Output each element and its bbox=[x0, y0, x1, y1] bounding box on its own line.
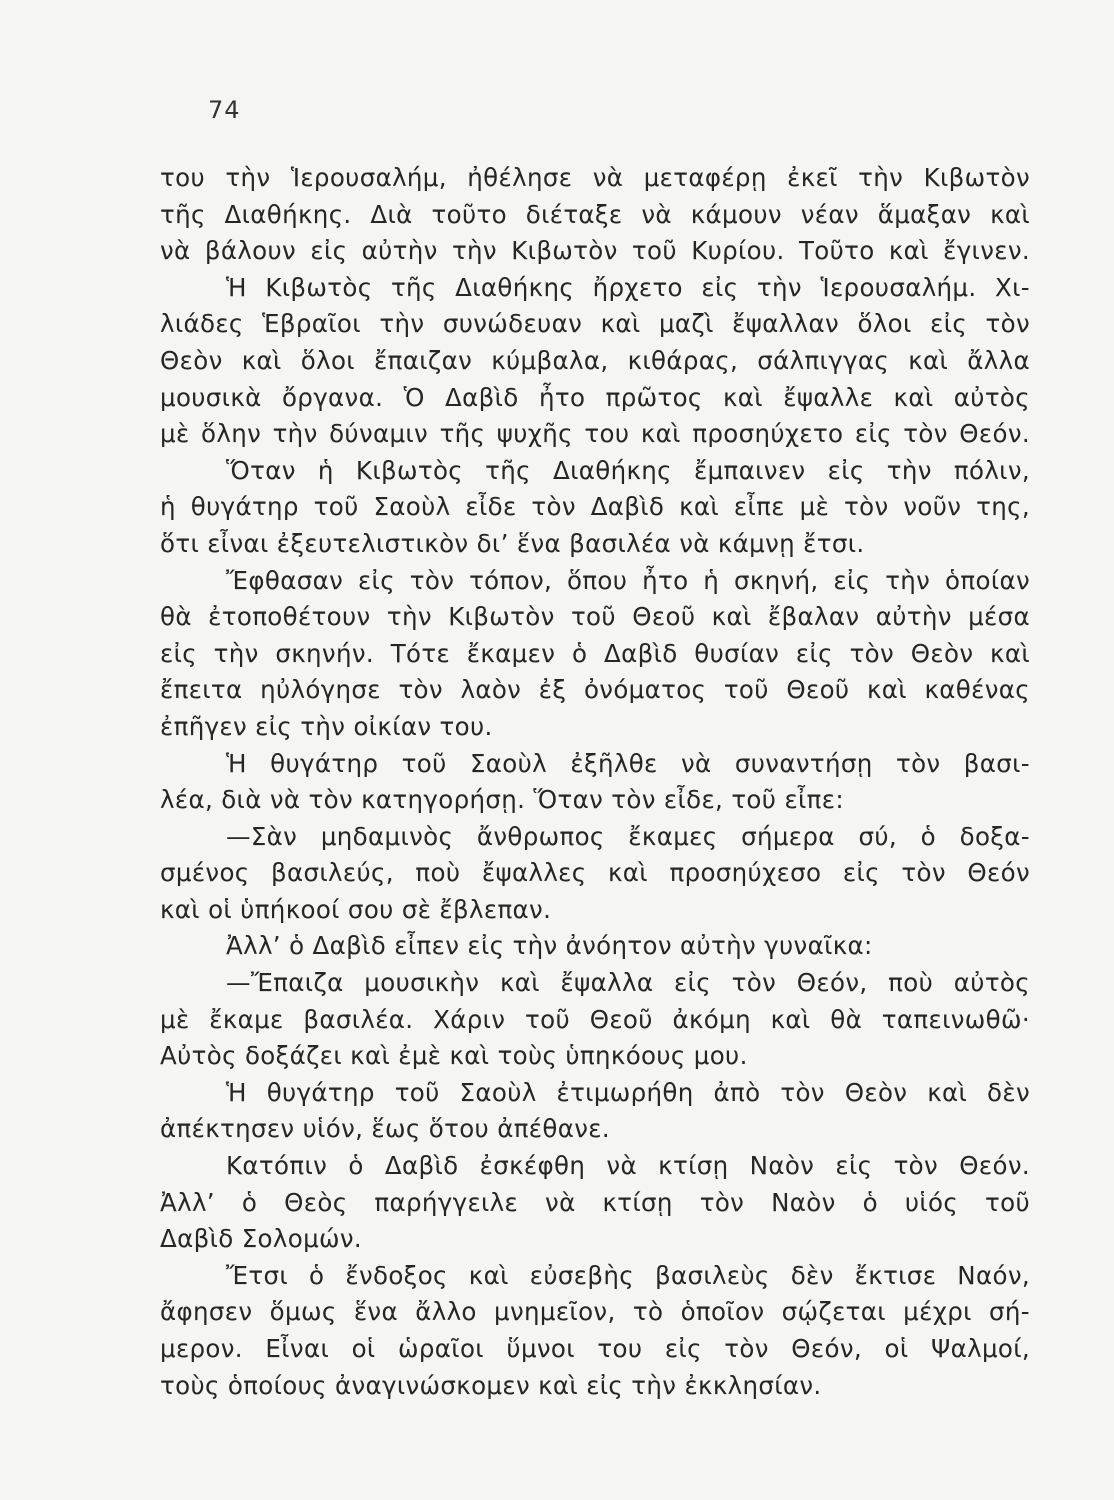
text-line: Θεὸν καὶ ὅλοι ἔπαιζαν κύμβαλα, κιθάρας, σάλπιγγας καὶ ἄλλα bbox=[160, 345, 1030, 375]
text-line: τοὺς ὁποίους ἀναγινώσκομεν καὶ εἰς τὴν ἐκκλησίαν. bbox=[160, 1370, 822, 1400]
text-line: Ὅταν ἡ Κιβωτὸς τῆς Διαθήκης ἔμπαινεν εἰς τὴν πόλιν, bbox=[226, 455, 1030, 485]
text-line: Ἡ θυγάτηρ τοῦ Σαοὺλ ἐτιμωρήθη ἀπὸ τὸν Θεὸν καὶ δὲν bbox=[226, 1077, 1030, 1107]
text-line: εἰς τὴν σκηνήν. Τότε ἔκαμεν ὁ Δαβὶδ θυσίαν εἰς τὸν Θεὸν καὶ bbox=[160, 638, 1030, 668]
text-line: Ἀλλ’ ὁ Θεὸς παρήγγειλε νὰ κτίσῃ τὸν Ναὸν ὁ υἱός τοῦ bbox=[160, 1187, 1030, 1217]
text-line: τῆς Διαθήκης. Διὰ τοῦτο διέταξε νὰ κάμουν νέαν ἅμαξαν καὶ bbox=[160, 199, 1030, 229]
text-line: λέα, διὰ νὰ τὸν κατηγορήσῃ. Ὅταν τὸν εἶδε, τοῦ εἶπε: bbox=[160, 785, 844, 815]
text-line: σμένος βασιλεύς, ποὺ ἔψαλλες καὶ προσηύχεσο εἰς τὸν Θεόν bbox=[160, 858, 1030, 888]
text-line: ἀπέκτησεν υἱόν, ἕως ὅτου ἀπέθανε. bbox=[160, 1114, 610, 1144]
text-line: ἔπειτα ηὐλόγησε τὸν λαὸν ἐξ ὀνόματος τοῦ Θεοῦ καὶ καθένας bbox=[160, 675, 1030, 705]
text-line: νὰ βάλουν εἰς αὐτὴν τὴν Κιβωτὸν τοῦ Κυρίου. Τοῦτο καὶ ἔγινεν. bbox=[160, 236, 1030, 266]
text-line: λιάδες Ἑβραῖοι τὴν συνώδευαν καὶ μαζὶ ἔψαλλαν ὅλοι εἰς τὸν bbox=[160, 309, 1030, 339]
text-line: ἡ θυγάτηρ τοῦ Σαοὺλ εἶδε τὸν Δαβὶδ καὶ εἶπε μὲ τὸν νοῦν της, bbox=[160, 492, 1030, 522]
text-line: Δαβὶδ Σολομών. bbox=[160, 1224, 363, 1254]
text-line: Κατόπιν ὁ Δαβὶδ ἐσκέφθη νὰ κτίσῃ Ναὸν εἰς τὸν Θεόν. bbox=[226, 1151, 1030, 1181]
text-line: μερον. Εἶναι οἱ ὡραῖοι ὕμνοι του εἰς τὸν Θεόν, οἱ Ψαλμοί, bbox=[160, 1334, 1030, 1363]
text-line: ἐπῆγεν εἰς τὴν οἰκίαν του. bbox=[160, 711, 493, 741]
text-line: Ἔφθασαν εἰς τὸν τόπον, ὅπου ἦτο ἡ σκηνή, εἰς τὴν ὁποίαν bbox=[226, 565, 1030, 595]
text-line: Αὐτὸς δοξάζει καὶ ἐμὲ καὶ τοὺς ὑπηκόους μου. bbox=[160, 1041, 748, 1071]
text-line: Ἡ θυγάτηρ τοῦ Σαοὺλ ἐξῆλθε νὰ συναντήσῃ τὸν βασι- bbox=[226, 748, 1030, 778]
text-line: —Ἔπαιζα μουσικὴν καὶ ἔψαλλα εἰς τὸν Θεόν, ποὺ αὐτὸς bbox=[226, 968, 1030, 998]
text-line: Ἡ Κιβωτὸς τῆς Διαθήκης ἤρχετο εἰς τὴν Ἱερουσαλήμ. Χι- bbox=[226, 272, 1030, 302]
text-line: μὲ ἔκαμε βασιλέα. Χάριν τοῦ Θεοῦ ἀκόμη καὶ θὰ ταπεινωθῶ· bbox=[160, 1004, 1030, 1034]
text-line: του τὴν Ἱερουσαλήμ, ἠθέλησε νὰ μεταφέρῃ ἐκεῖ τὴν Κιβωτὸν bbox=[160, 163, 1030, 192]
body-text bbox=[160, 160, 1030, 1404]
text-line: θὰ ἐτοποθέτουν τὴν Κιβωτὸν τοῦ Θεοῦ καὶ ἔβαλαν αὐτὴν μέσα bbox=[160, 602, 1030, 632]
text-line: ἄφησεν ὅμως ἕνα ἄλλο μνημεῖον, τὸ ὁποῖον σῴζεται μέχρι σή- bbox=[160, 1297, 1030, 1327]
text-line: ὅτι εἶναι ἐξευτελιστικὸν δι’ ἕνα βασιλέα νὰ κάμνῃ ἔτσι. bbox=[160, 528, 865, 558]
text-line: μὲ ὅλην τὴν δύναμιν τῆς ψυχῆς του καὶ προσηύχετο εἰς τὸν Θεόν. bbox=[160, 419, 1030, 449]
page-number: 74 bbox=[208, 96, 241, 124]
text-line: Ἀλλ’ ὁ Δαβὶδ εἶπεν εἰς τὴν ἀνόητον αὐτὴν γυναῖκα: bbox=[226, 931, 873, 961]
text-line: καὶ οἱ ὑπήκοοί σου σὲ ἔβλεπαν. bbox=[160, 894, 552, 924]
text-line: μουσικὰ ὄργανα. Ὁ Δαβὶδ ἦτο πρῶτος καὶ ἔψαλλε καὶ αὐτὸς bbox=[160, 382, 1030, 412]
text-line: Ἔτσι ὁ ἔνδοξος καὶ εὐσεβὴς βασιλεὺς δὲν ἔκτισε Ναόν, bbox=[226, 1260, 1030, 1290]
text-line: —Σὰν μηδαμινὸς ἄνθρωπος ἔκαμες σήμερα σύ, ὁ δοξα- bbox=[226, 821, 1030, 851]
